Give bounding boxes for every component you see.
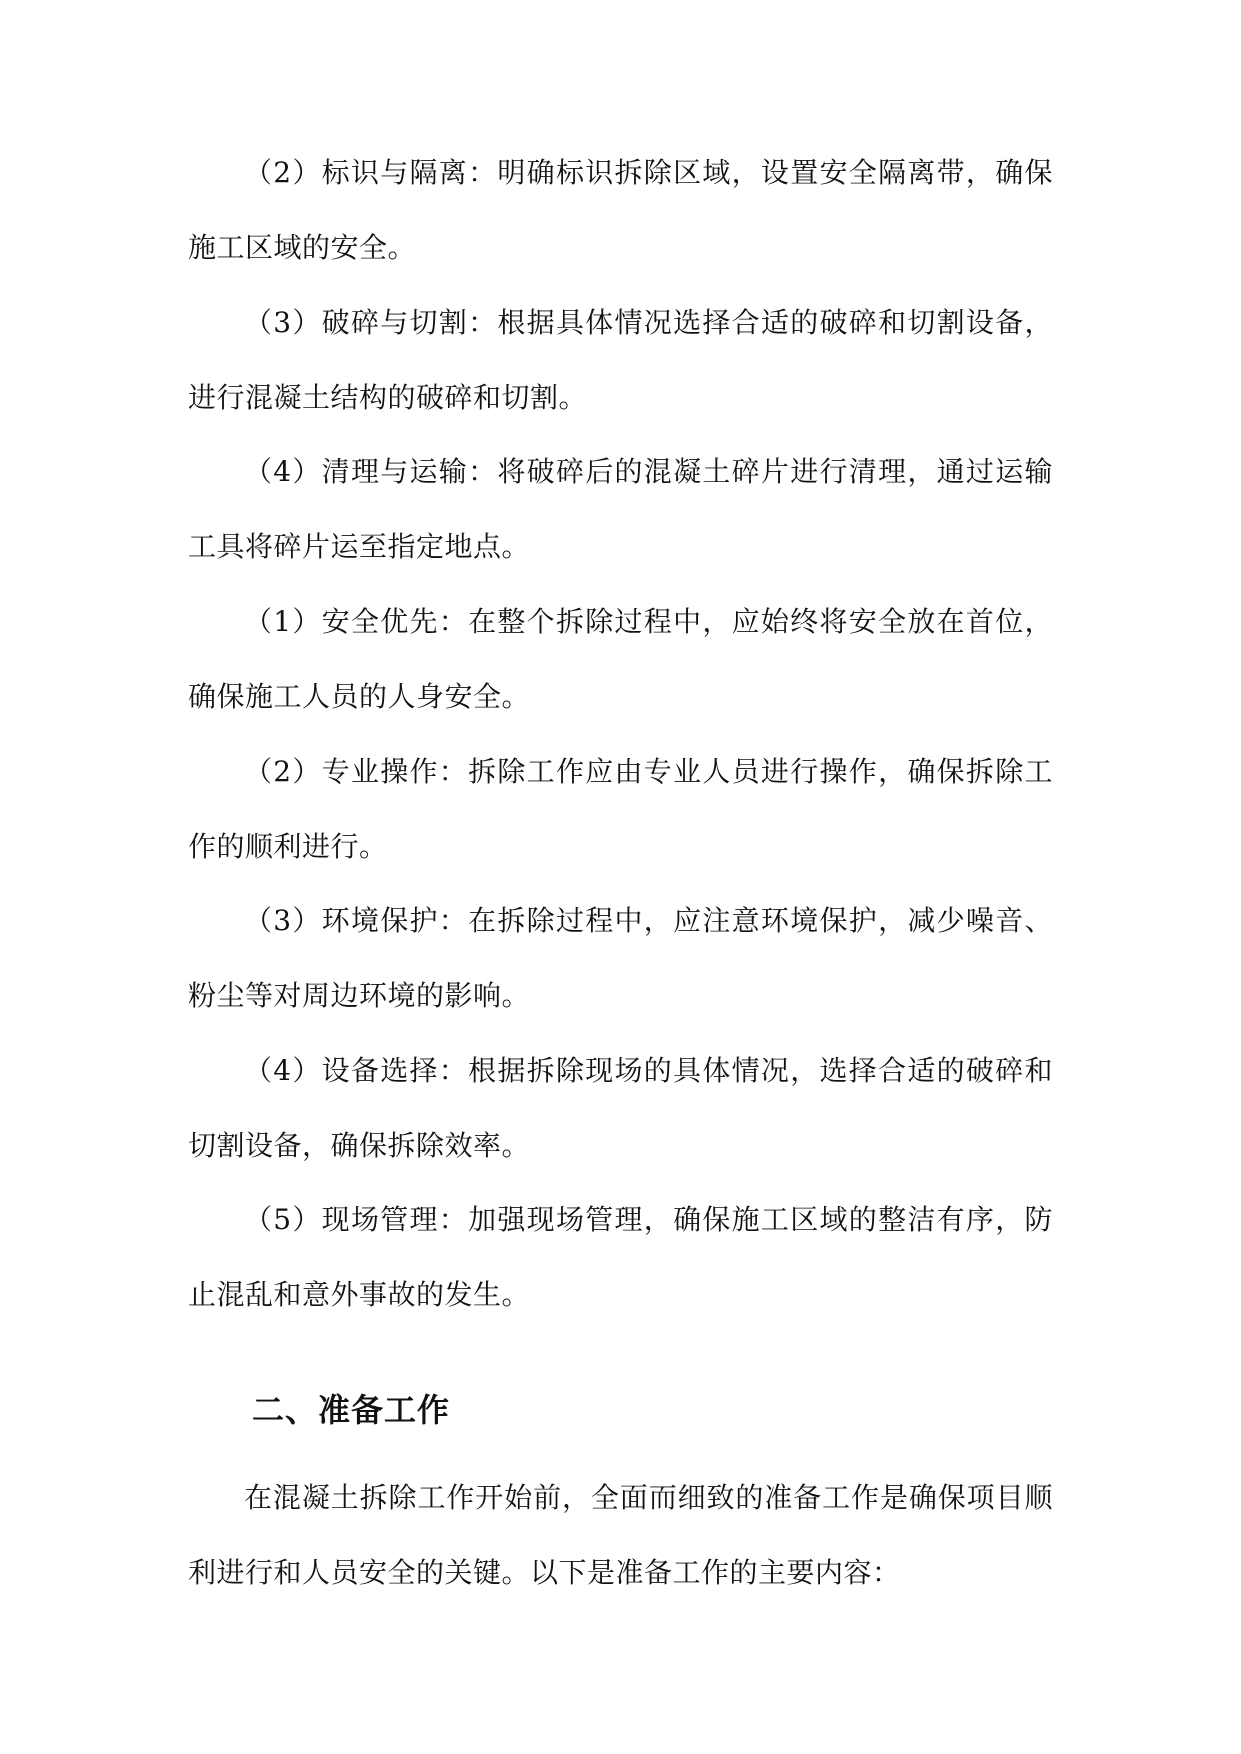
- section-heading: 二、准备工作: [252, 1391, 451, 1429]
- paragraph-equipment-selection: （4）设备选择：根据拆除现场的具体情况，选择合适的破碎和切割设备，确保拆除效率。: [188, 1054, 1053, 1162]
- paragraph-environmental-protection: （3）环境保护：在拆除过程中，应注意环境保护，减少噪音、粉尘等对周边环境的影响。: [188, 904, 1053, 1012]
- paragraph-professional-operation: （2）专业操作：拆除工作应由专业人员进行操作，确保拆除工作的顺利进行。: [188, 755, 1053, 863]
- paragraph-site-management: （5）现场管理：加强现场管理，确保施工区域的整洁有序，防止混乱和意外事故的发生。: [188, 1203, 1053, 1311]
- paragraph-safety-first: （1）安全优先：在整个拆除过程中，应始终将安全放在首位，确保施工人员的人身安全。: [188, 605, 1053, 713]
- paragraph-cleanup-transport: （4）清理与运输：将破碎后的混凝土碎片进行清理，通过运输工具将碎片运至指定地点。: [188, 455, 1053, 563]
- paragraph-crushing-cutting: （3）破碎与切割：根据具体情况选择合适的破碎和切割设备，进行混凝土结构的破碎和切割。: [188, 306, 1053, 414]
- intro-paragraph: 在混凝土拆除工作开始前，全面而细致的准备工作是确保项目顺利进行和人员安全的关键。以下是准备工作的主要内容：: [188, 1481, 1053, 1589]
- paragraph-marking-isolation: （2）标识与隔离：明确标识拆除区域，设置安全隔离带，确保施工区域的安全。: [188, 156, 1053, 264]
